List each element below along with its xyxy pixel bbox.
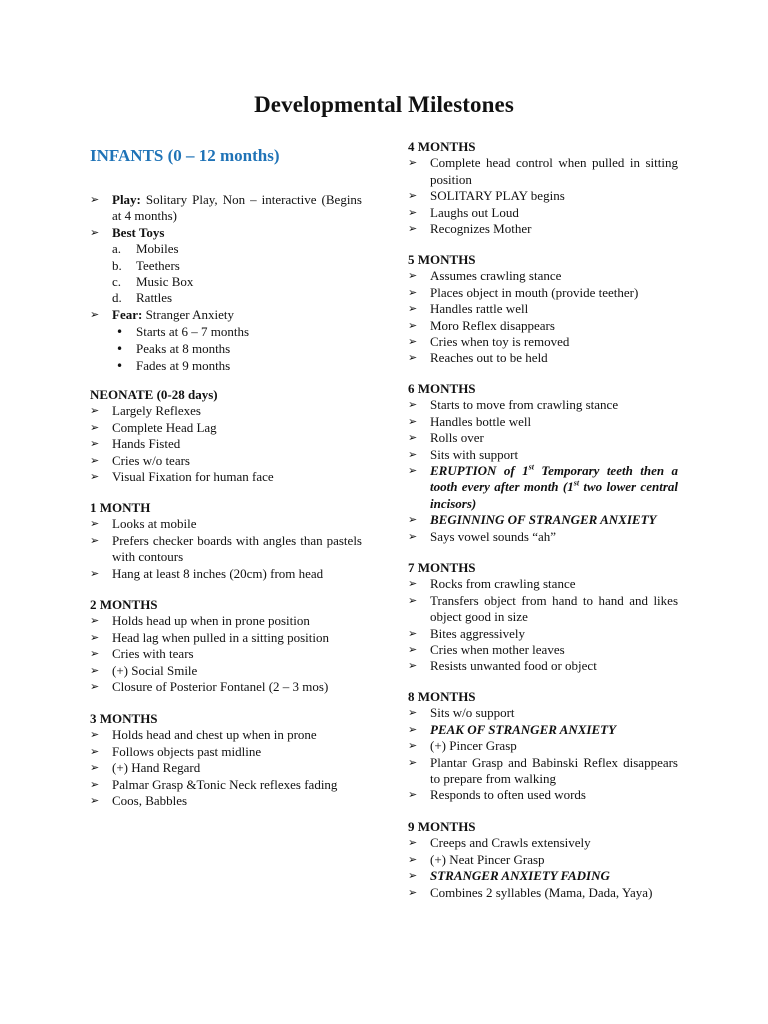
month-5-section <box>408 252 678 367</box>
list-item-play <box>90 192 362 225</box>
list-item: ➢ SOLITARY PLAY begins <box>408 188 678 204</box>
list-item: ➢ Hang at least 8 inches (20cm) from head <box>90 566 362 582</box>
list-item: ➢ (+) Social Smile <box>90 663 362 679</box>
neonate-section <box>90 387 362 485</box>
list-item: ➢ Head lag when pulled in a sitting position <box>90 630 362 646</box>
list-item: ➢ Closure of Posterior Fontanel (2 – 3 mos) <box>90 679 362 695</box>
list-item-stranger-anxiety: ➢ BEGINNING OF STRANGER ANXIETY <box>408 512 678 528</box>
month-2-section <box>90 597 362 695</box>
play-text: Solitary Play, Non – interactive (Begins at 4 months) <box>112 192 362 224</box>
list-item: ➢ Rocks from crawling stance <box>408 576 678 592</box>
toy-item: a. Mobiles <box>112 241 179 257</box>
list-item: ➢ Resists unwanted food or object <box>408 658 678 674</box>
list-item: ➢ Places object in mouth (provide teether) <box>408 285 678 301</box>
toy-item: b. Teethers <box>112 257 180 273</box>
list-item-best-toys: ➢ Best Toys <box>90 225 362 241</box>
list-item: ➢ Handles bottle well <box>408 414 678 430</box>
list-item-eruption: ➢ ERUPTION of 1st Temporary teeth then a tooth every after month (1st two lower central incisors) <box>408 463 678 512</box>
section-heading: 8 MONTHS <box>408 689 476 704</box>
list-item-anxiety-fading: ➢ STRANGER ANXIETY FADING <box>408 868 678 884</box>
list-item: ➢ Holds head up when in prone position <box>90 613 362 629</box>
section-heading: 4 MONTHS <box>408 139 476 154</box>
section-heading: 9 MONTHS <box>408 819 476 834</box>
month-6-section <box>408 381 678 545</box>
infants-intro <box>90 192 362 374</box>
list-item: ➢ Cries when mother leaves <box>408 642 678 658</box>
month-8-section <box>408 689 678 804</box>
section-heading: 7 MONTHS <box>408 560 476 575</box>
list-item: ➢ Complete Head Lag <box>90 420 362 436</box>
fear-item: • Peaks at 8 months <box>90 341 362 357</box>
section-title: INFANTS (0 – 12 months) <box>90 146 280 165</box>
list-item: ➢ Laughs out Loud <box>408 205 678 221</box>
list-item: ➢ Handles rattle well <box>408 301 678 317</box>
list-item: ➢ Reaches out to be held <box>408 350 678 366</box>
list-item: ➢ Responds to often used words <box>408 787 678 803</box>
section-heading: 6 MONTHS <box>408 381 476 396</box>
list-item: ➢ Creeps and Crawls extensively <box>408 835 678 851</box>
list-item: ➢ Assumes crawling stance <box>408 268 678 284</box>
list-item: ➢ Plantar Grasp and Babinski Reflex disappears to prepare from walking <box>408 755 678 788</box>
list-item-peak-anxiety: ➢ PEAK OF STRANGER ANXIETY <box>408 722 678 738</box>
section-heading: 5 MONTHS <box>408 252 476 267</box>
infants-section <box>90 146 362 166</box>
list-item: ➢ Complete head control when pulled in sitting position <box>408 155 678 188</box>
list-item: ➢ Cries when toy is removed <box>408 334 678 350</box>
list-item: ➢ Combines 2 syllables (Mama, Dada, Yaya) <box>408 885 678 901</box>
list-item: ➢ Follows objects past midline <box>90 744 362 760</box>
list-item: ➢ Moro Reflex disappears <box>408 318 678 334</box>
section-heading: 1 MONTH <box>90 500 151 515</box>
month-1-section <box>90 500 362 582</box>
section-heading: 2 MONTHS <box>90 597 158 612</box>
list-item: ➢ (+) Pincer Grasp <box>408 738 678 754</box>
fear-label: Fear: <box>112 306 143 322</box>
list-item: ➢ Coos, Babbles <box>90 793 362 809</box>
list-item: ➢ Looks at mobile <box>90 516 362 532</box>
list-item: ➢ Hands Fisted <box>90 436 362 452</box>
list-item: ➢ Holds head and chest up when in prone <box>90 727 362 743</box>
list-item: ➢ Sits w/o support <box>408 705 678 721</box>
list-item: ➢ Transfers object from hand to hand and likes object good in size <box>408 593 678 626</box>
list-item: ➢ Cries with tears <box>90 646 362 662</box>
list-item-fear <box>90 307 362 323</box>
list-item: ➢ Says vowel sounds “ah” <box>408 529 678 545</box>
month-4-section <box>408 139 678 237</box>
section-heading: NEONATE (0-28 days) <box>90 387 218 402</box>
section-heading: 3 MONTHS <box>90 711 158 726</box>
list-item: ➢ Largely Reflexes <box>90 403 362 419</box>
list-item: ➢ Palmar Grasp &Tonic Neck reflexes fading <box>90 777 362 793</box>
list-item: ➢ (+) Neat Pincer Grasp <box>408 852 678 868</box>
list-item: ➢ Rolls over <box>408 430 678 446</box>
month-3-section <box>90 711 362 809</box>
list-item: ➢ Visual Fixation for human face <box>90 469 362 485</box>
list-item: ➢ Recognizes Mother <box>408 221 678 237</box>
play-label: Play: <box>112 192 141 207</box>
list-item: ➢ Starts to move from crawling stance <box>408 397 678 413</box>
fear-text: Stranger Anxiety <box>142 306 235 322</box>
list-item: ➢ Sits with support <box>408 447 678 463</box>
page-title: Developmental Milestones <box>254 92 514 117</box>
list-item: ➢ Bites aggressively <box>408 626 678 642</box>
toy-item: c. Music Box <box>112 274 194 290</box>
fear-item: • Starts at 6 – 7 months <box>90 324 362 340</box>
month-7-section <box>408 560 678 675</box>
month-9-section <box>408 819 678 901</box>
list-item: ➢ (+) Hand Regard <box>90 760 362 776</box>
fear-item: • Fades at 9 months <box>90 358 362 374</box>
list-item: ➢ Prefers checker boards with angles than pastels with contours <box>90 533 362 566</box>
list-item: ➢ Cries w/o tears <box>90 453 362 469</box>
toy-item: d. Rattles <box>112 290 173 306</box>
